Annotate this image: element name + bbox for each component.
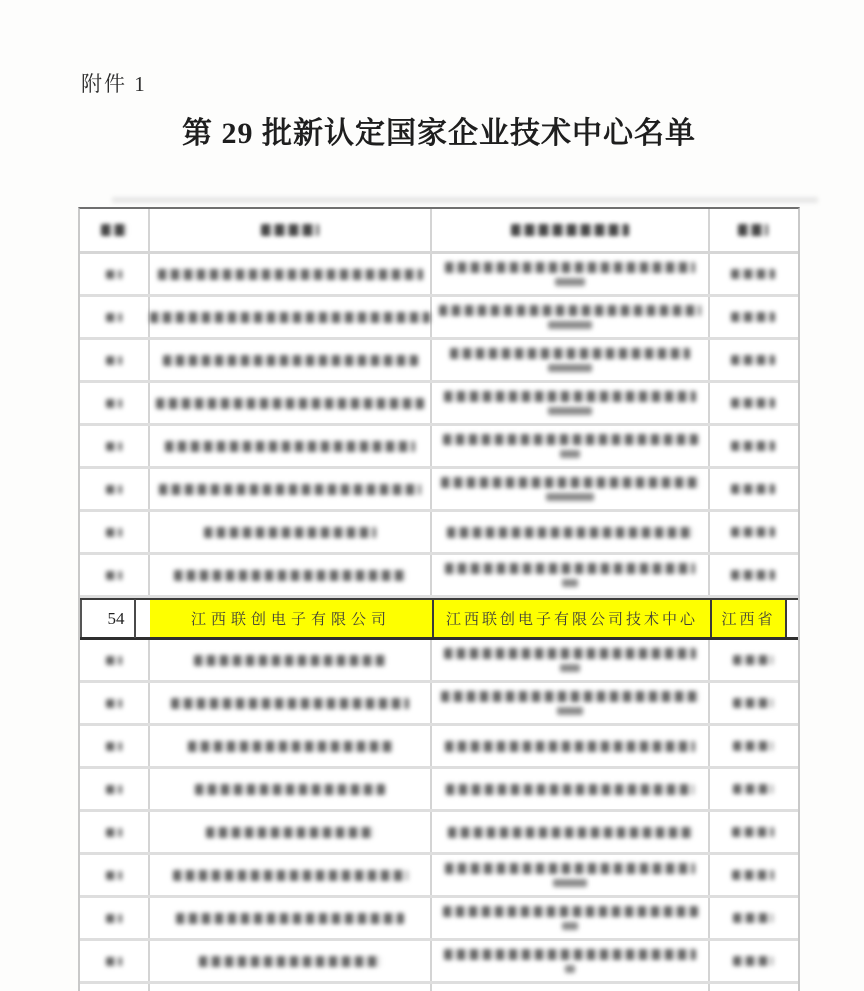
blurred-text (731, 355, 775, 365)
blurred-text (101, 224, 127, 236)
cell-province (710, 426, 796, 466)
blurred-text (194, 655, 386, 666)
blurred-text (733, 784, 773, 794)
cell-company (150, 426, 432, 466)
blurred-text (450, 348, 690, 359)
cell-center (432, 855, 710, 895)
blurred-text (731, 484, 775, 494)
cell-serial (80, 555, 150, 595)
blurred-text (445, 262, 695, 273)
blurred-text (443, 434, 698, 445)
blurred-text (150, 312, 430, 323)
cell-center (432, 254, 710, 294)
blurred-text (106, 699, 122, 708)
cell-company (150, 555, 432, 595)
cell-company: 江西联创电子有限公司 (150, 600, 432, 637)
blurred-text (447, 527, 693, 538)
table-row (80, 297, 798, 340)
cell-province (710, 297, 796, 337)
cell-province (710, 683, 796, 723)
cell-serial (80, 726, 150, 766)
blurred-text (106, 871, 122, 880)
cell-province (710, 941, 796, 981)
cell-province (710, 383, 796, 423)
blurred-text (106, 442, 122, 451)
cell-province (710, 984, 796, 991)
cell-serial (80, 469, 150, 509)
blurred-text (106, 399, 122, 408)
cell-serial (80, 254, 150, 294)
table-row (80, 984, 798, 991)
cell-serial (80, 812, 150, 852)
blurred-text (106, 528, 122, 537)
table-row (80, 555, 798, 598)
blurred-text (560, 450, 580, 458)
cell-serial (80, 340, 150, 380)
blurred-text (731, 312, 775, 322)
cell-company (150, 941, 432, 981)
page-title: 第 29 批新认定国家企业技术中心名单 (182, 117, 696, 150)
blurred-text (732, 870, 774, 880)
blurred-text (445, 741, 695, 752)
cell-company (150, 812, 432, 852)
blurred-text (731, 570, 775, 580)
cell-company (150, 297, 432, 337)
cell-province (710, 340, 796, 380)
cell-center (432, 512, 710, 552)
blurred-text (106, 485, 122, 494)
cell-center (432, 555, 710, 595)
cell-serial (80, 426, 150, 466)
blurred-text (171, 698, 409, 709)
blurred-text (733, 698, 773, 708)
blurred-text (195, 784, 385, 795)
blurred-text (446, 784, 694, 795)
blurred-text (738, 224, 768, 236)
blurred-text (733, 913, 773, 923)
cell-serial (80, 769, 150, 809)
blurred-text (565, 965, 575, 973)
blurred-text (106, 828, 122, 837)
blurred-text (732, 827, 774, 837)
cell-serial (80, 898, 150, 938)
cell-province (710, 555, 796, 595)
table-row (80, 855, 798, 898)
table-row (80, 469, 798, 512)
blurred-text (174, 570, 406, 581)
cell-center (432, 683, 710, 723)
blurred-text (159, 484, 421, 495)
blurred-text (106, 656, 122, 665)
blurred-text (206, 827, 374, 838)
cell-center (432, 769, 710, 809)
cell-province: 江西省 (710, 600, 796, 637)
cell-company (150, 683, 432, 723)
blurred-text (444, 391, 696, 402)
blurred-text (441, 477, 699, 488)
blurred-text (204, 527, 376, 538)
cell-company (150, 855, 432, 895)
cell-company (150, 640, 432, 680)
blurred-text (106, 742, 122, 751)
blurred-text (548, 321, 592, 329)
blurred-text (562, 579, 578, 587)
blurred-text (733, 655, 773, 665)
blurred-text (560, 664, 580, 672)
cell-center (432, 984, 710, 991)
results-table (78, 207, 800, 991)
attachment-label: 附件 1 (81, 72, 147, 96)
cell-province (710, 898, 796, 938)
blurred-text (158, 269, 423, 280)
blurred-text (548, 407, 592, 415)
cell-province (710, 855, 796, 895)
cell-company (150, 984, 432, 991)
cell-serial (80, 941, 150, 981)
table-row (80, 769, 798, 812)
cell-province (710, 640, 796, 680)
table-row (80, 383, 798, 426)
blurred-text (731, 527, 775, 537)
cell-center (432, 383, 710, 423)
cell-center (432, 340, 710, 380)
cell-serial (80, 683, 150, 723)
cell-serial (80, 640, 150, 680)
cell-serial (80, 383, 150, 423)
row-number: 54 (107, 608, 125, 628)
cell-center (432, 469, 710, 509)
cell-serial (80, 600, 150, 637)
cell-serial (80, 297, 150, 337)
cell-company (150, 898, 432, 938)
blurred-text (106, 313, 122, 322)
blurred-text (731, 269, 775, 279)
table-header-row (80, 209, 798, 254)
blurred-text (439, 305, 701, 316)
table-row (80, 683, 798, 726)
blurred-text (553, 879, 587, 887)
blurred-text (731, 441, 775, 451)
cell-company (150, 383, 432, 423)
blurred-text (733, 741, 773, 751)
cell-center (432, 898, 710, 938)
table-row (80, 898, 798, 941)
cell-serial (80, 855, 150, 895)
blurred-text (731, 398, 775, 408)
blurred-text (445, 563, 695, 574)
cell-province (710, 469, 796, 509)
cell-company (150, 726, 432, 766)
cell-serial (80, 984, 150, 991)
blurred-text (441, 691, 699, 702)
blurred-text (106, 270, 122, 279)
blurred-text (562, 922, 578, 930)
blurred-text (548, 364, 592, 372)
blurred-text (546, 493, 594, 501)
header-cell-serial (80, 209, 150, 251)
cell-company (150, 769, 432, 809)
blurred-text (448, 827, 693, 838)
blurred-text (443, 906, 698, 917)
blurred-text (733, 956, 773, 966)
table-row (80, 254, 798, 297)
cell-province (710, 254, 796, 294)
cell-province (710, 769, 796, 809)
blurred-text (106, 957, 122, 966)
blurred-text (555, 278, 585, 286)
blurred-text (106, 785, 122, 794)
cell-center: 江西联创电子有限公司技术中心 (432, 600, 710, 637)
cell-center (432, 726, 710, 766)
header-cell-center (432, 209, 710, 251)
cell-company (150, 254, 432, 294)
blurred-text (165, 441, 415, 452)
header-cell-company (150, 209, 432, 251)
blurred-text (106, 356, 122, 365)
blurred-text (557, 707, 583, 715)
blurred-text (188, 741, 393, 752)
header-cell-province (710, 209, 796, 251)
scan-artifact (112, 197, 818, 203)
blurred-text (163, 355, 418, 366)
blurred-text (445, 863, 695, 874)
cell-province (710, 726, 796, 766)
blurred-text (106, 914, 122, 923)
blurred-text (176, 913, 404, 924)
cell-serial (80, 512, 150, 552)
blurred-text (444, 949, 696, 960)
table-row (80, 941, 798, 984)
table-row (80, 512, 798, 555)
blurred-text (173, 870, 408, 881)
table-row (80, 340, 798, 383)
table-row (80, 426, 798, 469)
table-row (80, 726, 798, 769)
blurred-text (261, 224, 319, 236)
cell-center (432, 640, 710, 680)
cell-center (432, 941, 710, 981)
cell-center (432, 297, 710, 337)
cell-company (150, 512, 432, 552)
cell-province (710, 512, 796, 552)
cell-company (150, 340, 432, 380)
blurred-text (199, 956, 381, 967)
highlighted-row (80, 598, 798, 640)
cell-province (710, 812, 796, 852)
table-row (80, 640, 798, 683)
cell-center (432, 812, 710, 852)
blurred-text (106, 571, 122, 580)
table-row (80, 812, 798, 855)
blurred-text (511, 224, 629, 236)
cell-center (432, 426, 710, 466)
blurred-text (156, 398, 424, 409)
cell-company (150, 469, 432, 509)
blurred-text (444, 648, 696, 659)
